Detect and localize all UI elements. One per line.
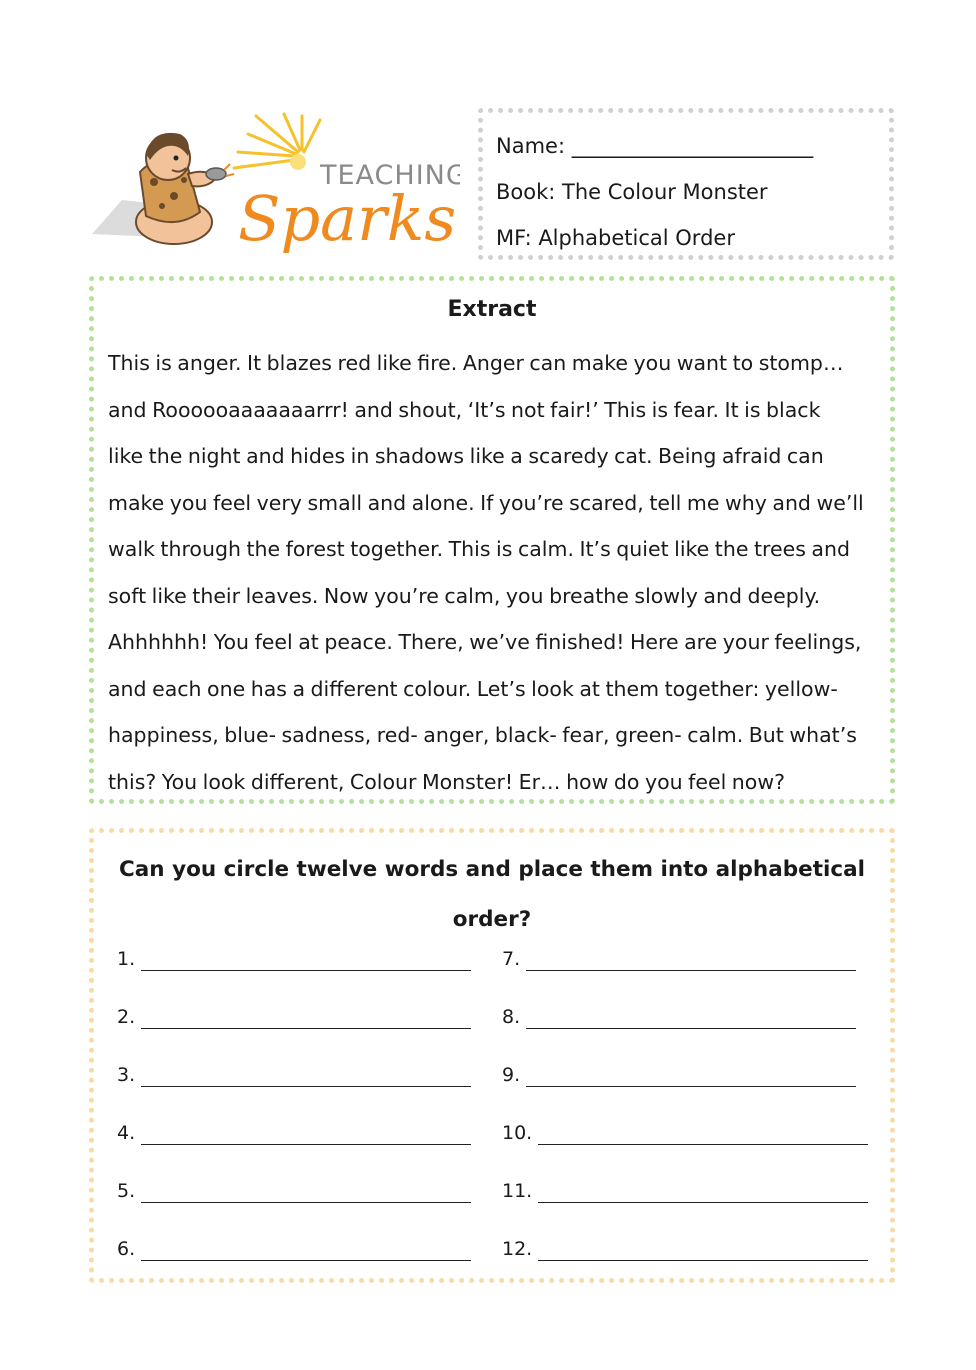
answer-number: 9. [502, 1064, 521, 1086]
sun-icon [290, 154, 306, 170]
extract-line: this? You look different, Colour Monster! Er… how do you feel now? [108, 769, 785, 794]
extract-line: walk through the forest together. This is calm. It’s quiet like the trees and [108, 537, 850, 561]
task-box [89, 828, 895, 1283]
extract-line: Ahhhhhh! You feel at peace. There, we’ve finished! Here are your feelings, [108, 630, 862, 654]
extract-line: soft like their leaves. Now you’re calm, you breathe slowly and deeply. [108, 583, 821, 608]
mf-topic: MF: Alphabetical Order [496, 226, 735, 250]
extract-title: Extract [447, 297, 537, 322]
answer-line[interactable] [141, 1240, 471, 1261]
answer-line[interactable] [141, 1008, 471, 1029]
answer-9[interactable] [502, 1063, 856, 1087]
answer-number: 11. [502, 1180, 533, 1202]
answer-line[interactable] [526, 1066, 856, 1087]
caveman-icon [136, 133, 234, 244]
answer-8[interactable] [502, 1005, 856, 1029]
answer-line[interactable] [538, 1240, 868, 1261]
extract-box [89, 276, 895, 804]
answer-11[interactable] [502, 1179, 868, 1203]
logo-teaching: TEACHING [320, 160, 460, 191]
answer-10[interactable] [502, 1121, 868, 1145]
answer-line[interactable] [141, 1066, 471, 1087]
answer-12[interactable] [502, 1237, 868, 1261]
answer-number: 1. [117, 948, 136, 970]
extract-line: and Roooooaaaaaaarrr! and shout, ‘It’s not fair!’ This is fear. It is black [108, 397, 821, 422]
answer-1[interactable] [117, 947, 471, 971]
answer-line[interactable] [141, 1182, 471, 1203]
extract-line: make you feel very small and alone. If you’re scared, tell me why and we’ll [108, 490, 864, 515]
answer-number: 2. [117, 1006, 136, 1028]
info-box [478, 108, 894, 260]
answer-3[interactable] [117, 1063, 471, 1087]
answer-5[interactable] [117, 1179, 471, 1203]
answer-number: 3. [117, 1064, 136, 1086]
answer-number: 10. [502, 1122, 533, 1144]
answer-line[interactable] [538, 1124, 868, 1145]
answer-2[interactable] [117, 1005, 471, 1029]
answer-number: 4. [117, 1122, 136, 1144]
answer-4[interactable] [117, 1121, 471, 1145]
task-title [94, 845, 890, 945]
extract-text [108, 340, 898, 805]
answer-number: 5. [117, 1180, 136, 1202]
logo-sparks: Sparks [238, 182, 457, 254]
extract-line: This is anger. It blazes red like fire. Anger can make you want to stomp… [108, 351, 844, 375]
answer-number: 6. [117, 1238, 136, 1260]
extract-line: and each one has a different colour. Let’s look at them together: yellow- [108, 676, 838, 701]
task-title-line: Can you circle twelve words and place them into alphabetical [119, 857, 865, 882]
answer-number: 12. [502, 1238, 533, 1260]
answer-7[interactable] [502, 947, 856, 971]
extract-line: happiness, blue- sadness, red- anger, black- fear, green- calm. But what’s [108, 723, 857, 747]
sun-rays-icon [234, 114, 320, 168]
answer-line[interactable] [141, 1124, 471, 1145]
book-title: Book: The Colour Monster [496, 180, 768, 204]
task-title-line: order? [452, 907, 532, 932]
answer-number: 8. [502, 1006, 521, 1028]
answer-number: 7. [502, 948, 521, 970]
name-field[interactable]: Name: _______________________ [496, 134, 814, 158]
answer-line[interactable] [141, 950, 471, 971]
logo-graphic [88, 112, 460, 254]
answer-line[interactable] [526, 950, 856, 971]
answer-line[interactable] [538, 1182, 868, 1203]
teaching-sparks-logo [88, 112, 460, 254]
extract-line: like the night and hides in shadows like a scaredy cat. Being afraid can [108, 444, 824, 468]
answer-line[interactable] [526, 1008, 856, 1029]
answer-6[interactable] [117, 1237, 471, 1261]
